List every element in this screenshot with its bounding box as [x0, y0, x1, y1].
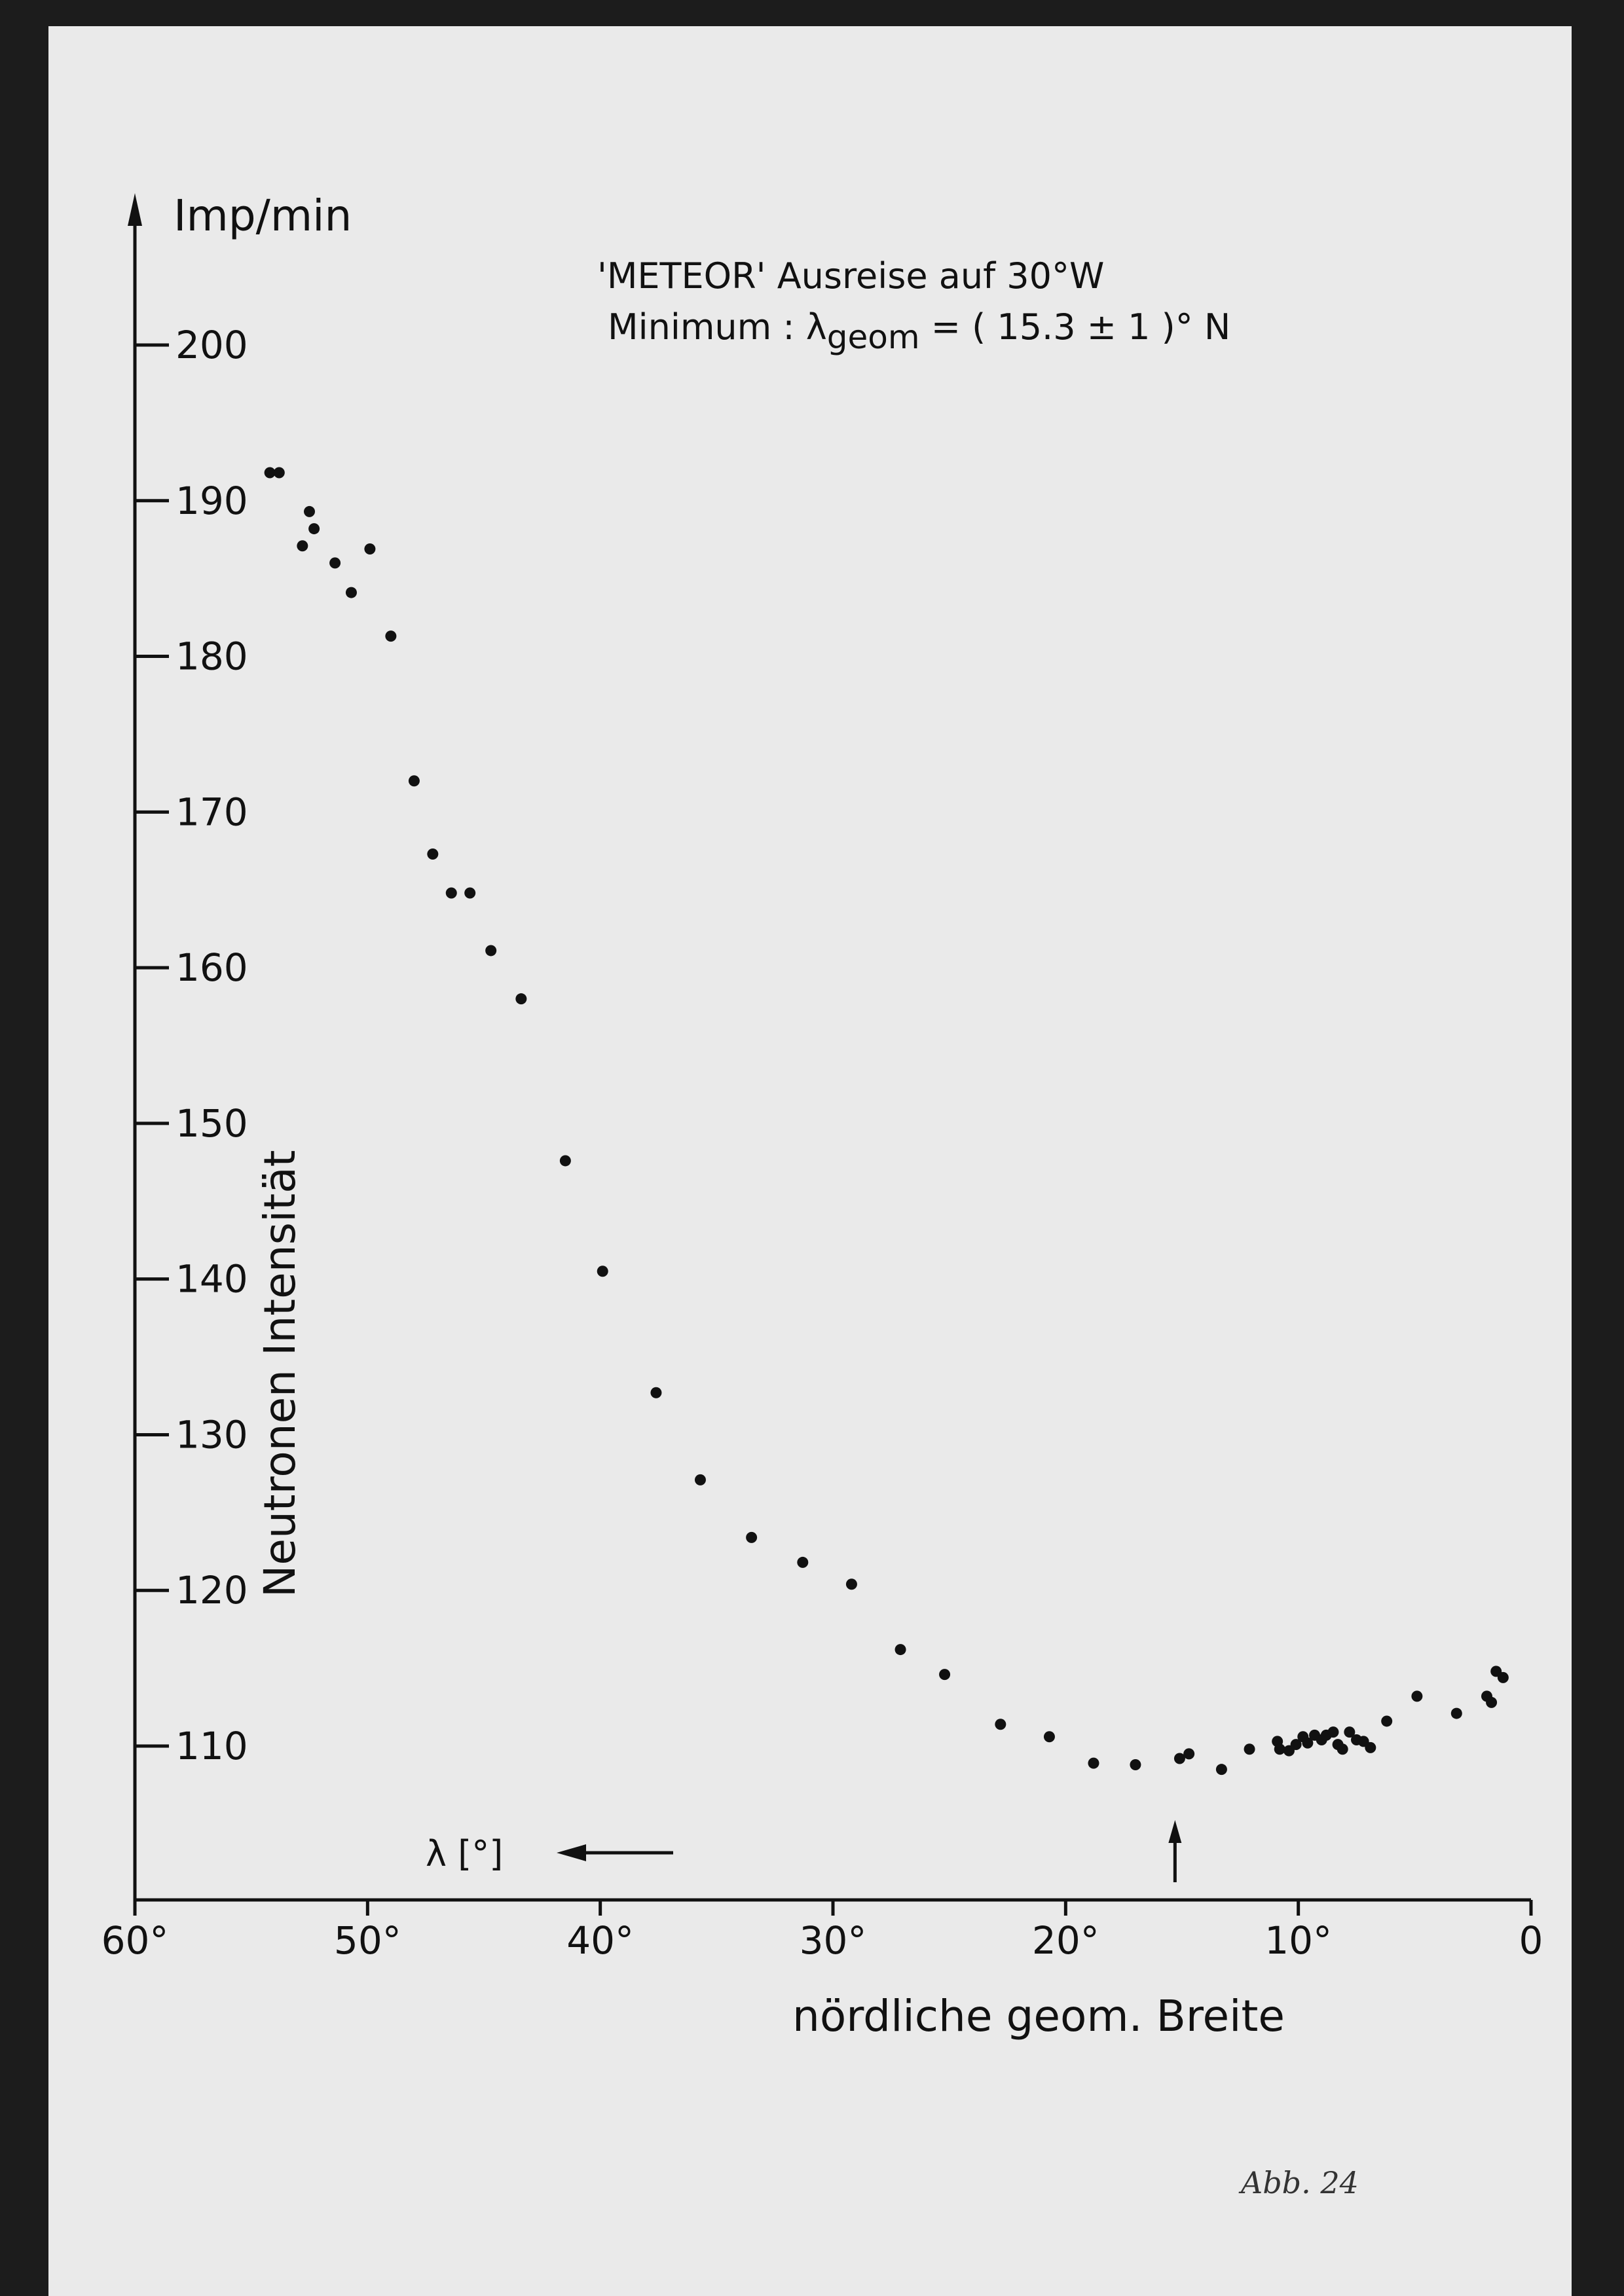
data-point	[1216, 1764, 1227, 1775]
annotation-minimum-suffix: = ( 15.3 ± 1 )° N	[919, 306, 1231, 348]
data-point	[1381, 1715, 1392, 1726]
data-point	[297, 540, 308, 551]
x-direction-label: λ [°]	[426, 1833, 504, 1874]
data-point	[464, 887, 475, 898]
y-axis-arrowhead	[128, 193, 142, 226]
data-point	[1044, 1731, 1055, 1742]
data-point	[446, 887, 457, 898]
minimum-marker-head	[1168, 1820, 1181, 1843]
data-point	[515, 993, 526, 1004]
data-point	[485, 945, 496, 956]
data-point	[1337, 1743, 1348, 1755]
annotation-minimum-prefix: Minimum : λ	[608, 306, 827, 348]
y-tick-label: 130	[175, 1412, 248, 1457]
x-tick-label: 20°	[1031, 1918, 1099, 1963]
data-point	[346, 587, 357, 598]
data-point	[427, 848, 438, 860]
data-point	[1365, 1742, 1376, 1753]
handwritten-figure-note: Abb. 24	[1241, 2165, 1359, 2200]
x-tick-label: 50°	[333, 1918, 401, 1963]
data-point	[1451, 1708, 1462, 1719]
y-axis-ticks	[135, 323, 248, 1768]
x-axis-title: nördliche geom. Breite	[792, 1991, 1285, 2041]
data-point	[1486, 1697, 1497, 1708]
data-point	[939, 1669, 950, 1680]
y-tick-label: 200	[175, 323, 248, 367]
data-point	[895, 1644, 906, 1655]
data-point	[385, 630, 396, 642]
x-tick-label: 60°	[101, 1918, 169, 1963]
data-point	[1088, 1758, 1099, 1769]
data-point	[1183, 1748, 1194, 1759]
data-points	[265, 467, 1509, 1775]
x-tick-label: 40°	[566, 1918, 635, 1963]
data-point	[597, 1266, 608, 1277]
data-point	[364, 543, 375, 555]
minimum-marker-arrow	[1168, 1820, 1181, 1882]
y-tick-label: 180	[175, 634, 248, 679]
data-point	[1411, 1690, 1422, 1702]
annotation-minimum	[608, 306, 1230, 356]
data-point	[1274, 1743, 1285, 1755]
data-point	[1327, 1726, 1338, 1738]
data-point	[329, 557, 341, 568]
data-point	[995, 1719, 1006, 1730]
data-point	[1498, 1672, 1509, 1683]
annotation-minimum-subscript: geom	[826, 318, 920, 356]
data-point	[560, 1155, 571, 1166]
y-tick-label: 170	[175, 790, 248, 835]
y-tick-label: 140	[175, 1256, 248, 1302]
data-point	[304, 506, 315, 517]
data-point	[797, 1557, 808, 1568]
y-tick-label: 150	[175, 1101, 248, 1146]
y-tick-label: 190	[175, 478, 248, 523]
data-point	[1244, 1743, 1255, 1755]
data-point	[695, 1474, 706, 1485]
data-point	[308, 523, 320, 534]
data-point	[650, 1387, 661, 1398]
data-point	[274, 467, 285, 478]
x-tick-label: 10°	[1264, 1918, 1333, 1963]
y-unit-label: Imp/min	[174, 191, 352, 241]
x-tick-label: 0	[1519, 1918, 1543, 1963]
data-point	[746, 1532, 757, 1543]
y-tick-label: 120	[175, 1568, 248, 1613]
data-point	[846, 1578, 857, 1590]
x-tick-label: 30°	[799, 1918, 867, 1963]
axes	[128, 193, 1531, 1900]
x-axis-ticks	[101, 1900, 1543, 1963]
y-axis-title: Neutronen Intensität	[255, 1150, 305, 1597]
data-point	[409, 775, 420, 786]
y-tick-label: 160	[175, 945, 248, 991]
x-direction-arrow	[557, 1844, 673, 1861]
y-tick-label: 110	[175, 1724, 248, 1768]
data-point	[1130, 1759, 1141, 1770]
annotation-title: 'METEOR' Ausreise auf 30°W	[597, 255, 1105, 297]
